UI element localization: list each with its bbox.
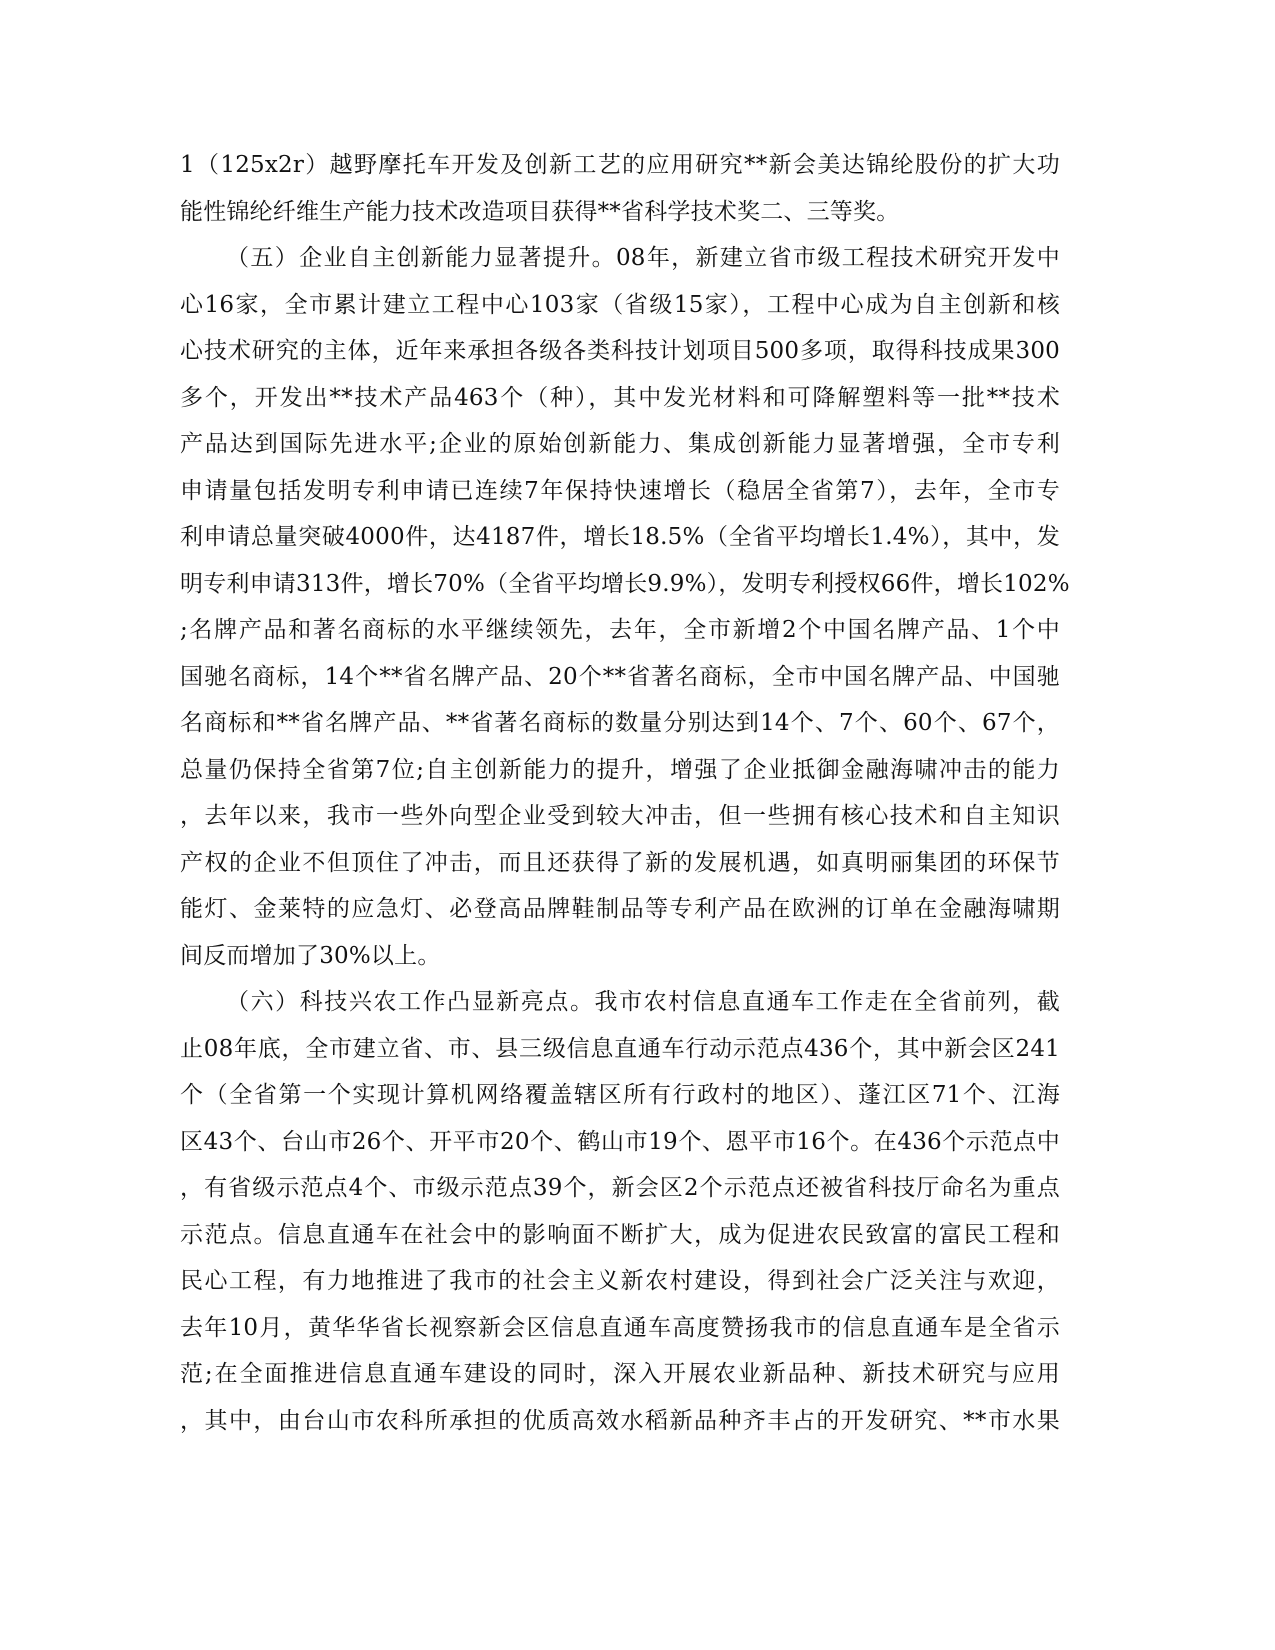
text-line: ;名牌产品和著名商标的水平继续领先，去年，全市新增2个中国名牌产品、1个中 — [180, 617, 1060, 643]
text-line: 明专利申请313件，增长70%（全省平均增长9.9%），发明专利授权66件，增长102% — [180, 570, 1070, 597]
section-heading-line: （五）企业自主创新能力显著提升。08年，新建立省市级工程技术研究开发中 — [226, 245, 1060, 271]
document-body — [180, 142, 1070, 1444]
text-line: 国驰名商标，14个**省名牌产品、20个**省著名商标，全市中国名牌产品、中国驰 — [180, 663, 1060, 690]
text-line: 产品达到国际先进水平;企业的原始创新能力、集成创新能力显著增强，全市专利 — [180, 431, 1060, 457]
text-line: 范;在全面推进信息直通车建设的同时，深入开展农业新品种、新技术研究与应用 — [180, 1361, 1060, 1387]
text-line: 利申请总量突破4000件，达4187件，增长18.5%（全省平均增长1.4%），其中，发 — [180, 524, 1060, 550]
text-line: 申请量包括发明专利申请已连续7年保持快速增长（稳居全省第7），去年，全市专 — [180, 477, 1060, 504]
text-line: 多个，开发出**技术产品463个（种），其中发光材料和可降解塑料等一批**技术 — [180, 384, 1060, 411]
text-line: 能性锦纶纤维生产能力技术改造项目获得**省科学技术奖二、三等奖。 — [180, 198, 900, 225]
text-line: 去年10月，黄华华省长视察新会区信息直通车高度赞扬我市的信息直通车是全省示 — [180, 1314, 1060, 1341]
text-line: 民心工程，有力地推进了我市的社会主义新农村建设，得到社会广泛关注与欢迎， — [180, 1268, 1060, 1294]
text-line: 名商标和**省名牌产品、**省著名商标的数量分别达到14个、7个、60个、67个， — [180, 710, 1060, 736]
text-line: 1（125x2r）越野摩托车开发及创新工艺的应用研究**新会美达锦纶股份的扩大功 — [180, 152, 1060, 178]
text-line: 总量仍保持全省第7位;自主创新能力的提升，增强了企业抵御金融海啸冲击的能力 — [180, 756, 1060, 783]
text-line: 能灯、金莱特的应急灯、必登高品牌鞋制品等专利产品在欧洲的订单在金融海啸期 — [180, 896, 1060, 922]
text-line: ，去年以来，我市一些外向型企业受到较大冲击，但一些拥有核心技术和自主知识 — [180, 803, 1060, 829]
text-line: 止08年底，全市建立省、市、县三级信息直通车行动示范点436个，其中新会区241 — [180, 1035, 1060, 1062]
text-line: 区43个、台山市26个、开平市20个、鹤山市19个、恩平市16个。在436个示范点中 — [180, 1128, 1060, 1155]
text-line: 产权的企业不但顶住了冲击，而且还获得了新的发展机遇，如真明丽集团的环保节 — [180, 849, 1060, 876]
text-line: 心技术研究的主体，近年来承担各级各类科技计划项目500多项，取得科技成果300 — [180, 338, 1060, 364]
text-line: 心16家，全市累计建立工程中心103家（省级15家），工程中心成为自主创新和核 — [180, 291, 1060, 318]
text-line: ，有省级示范点4个、市级示范点39个，新会区2个示范点还被省科技厅命名为重点 — [180, 1175, 1060, 1201]
text-line: 示范点。信息直通车在社会中的影响面不断扩大，成为促进农民致富的富民工程和 — [180, 1221, 1060, 1248]
text-line: ，其中，由台山市农科所承担的优质高效水稻新品种齐丰占的开发研究、**市水果 — [180, 1407, 1060, 1434]
section-heading-line: （六）科技兴农工作凸显新亮点。我市农村信息直通车工作走在全省前列，截 — [226, 989, 1060, 1015]
text-line: 个（全省第一个实现计算机网络覆盖辖区所有行政村的地区）、蓬江区71个、江海 — [180, 1082, 1060, 1108]
text-line: 间反而增加了30%以上。 — [180, 942, 441, 969]
